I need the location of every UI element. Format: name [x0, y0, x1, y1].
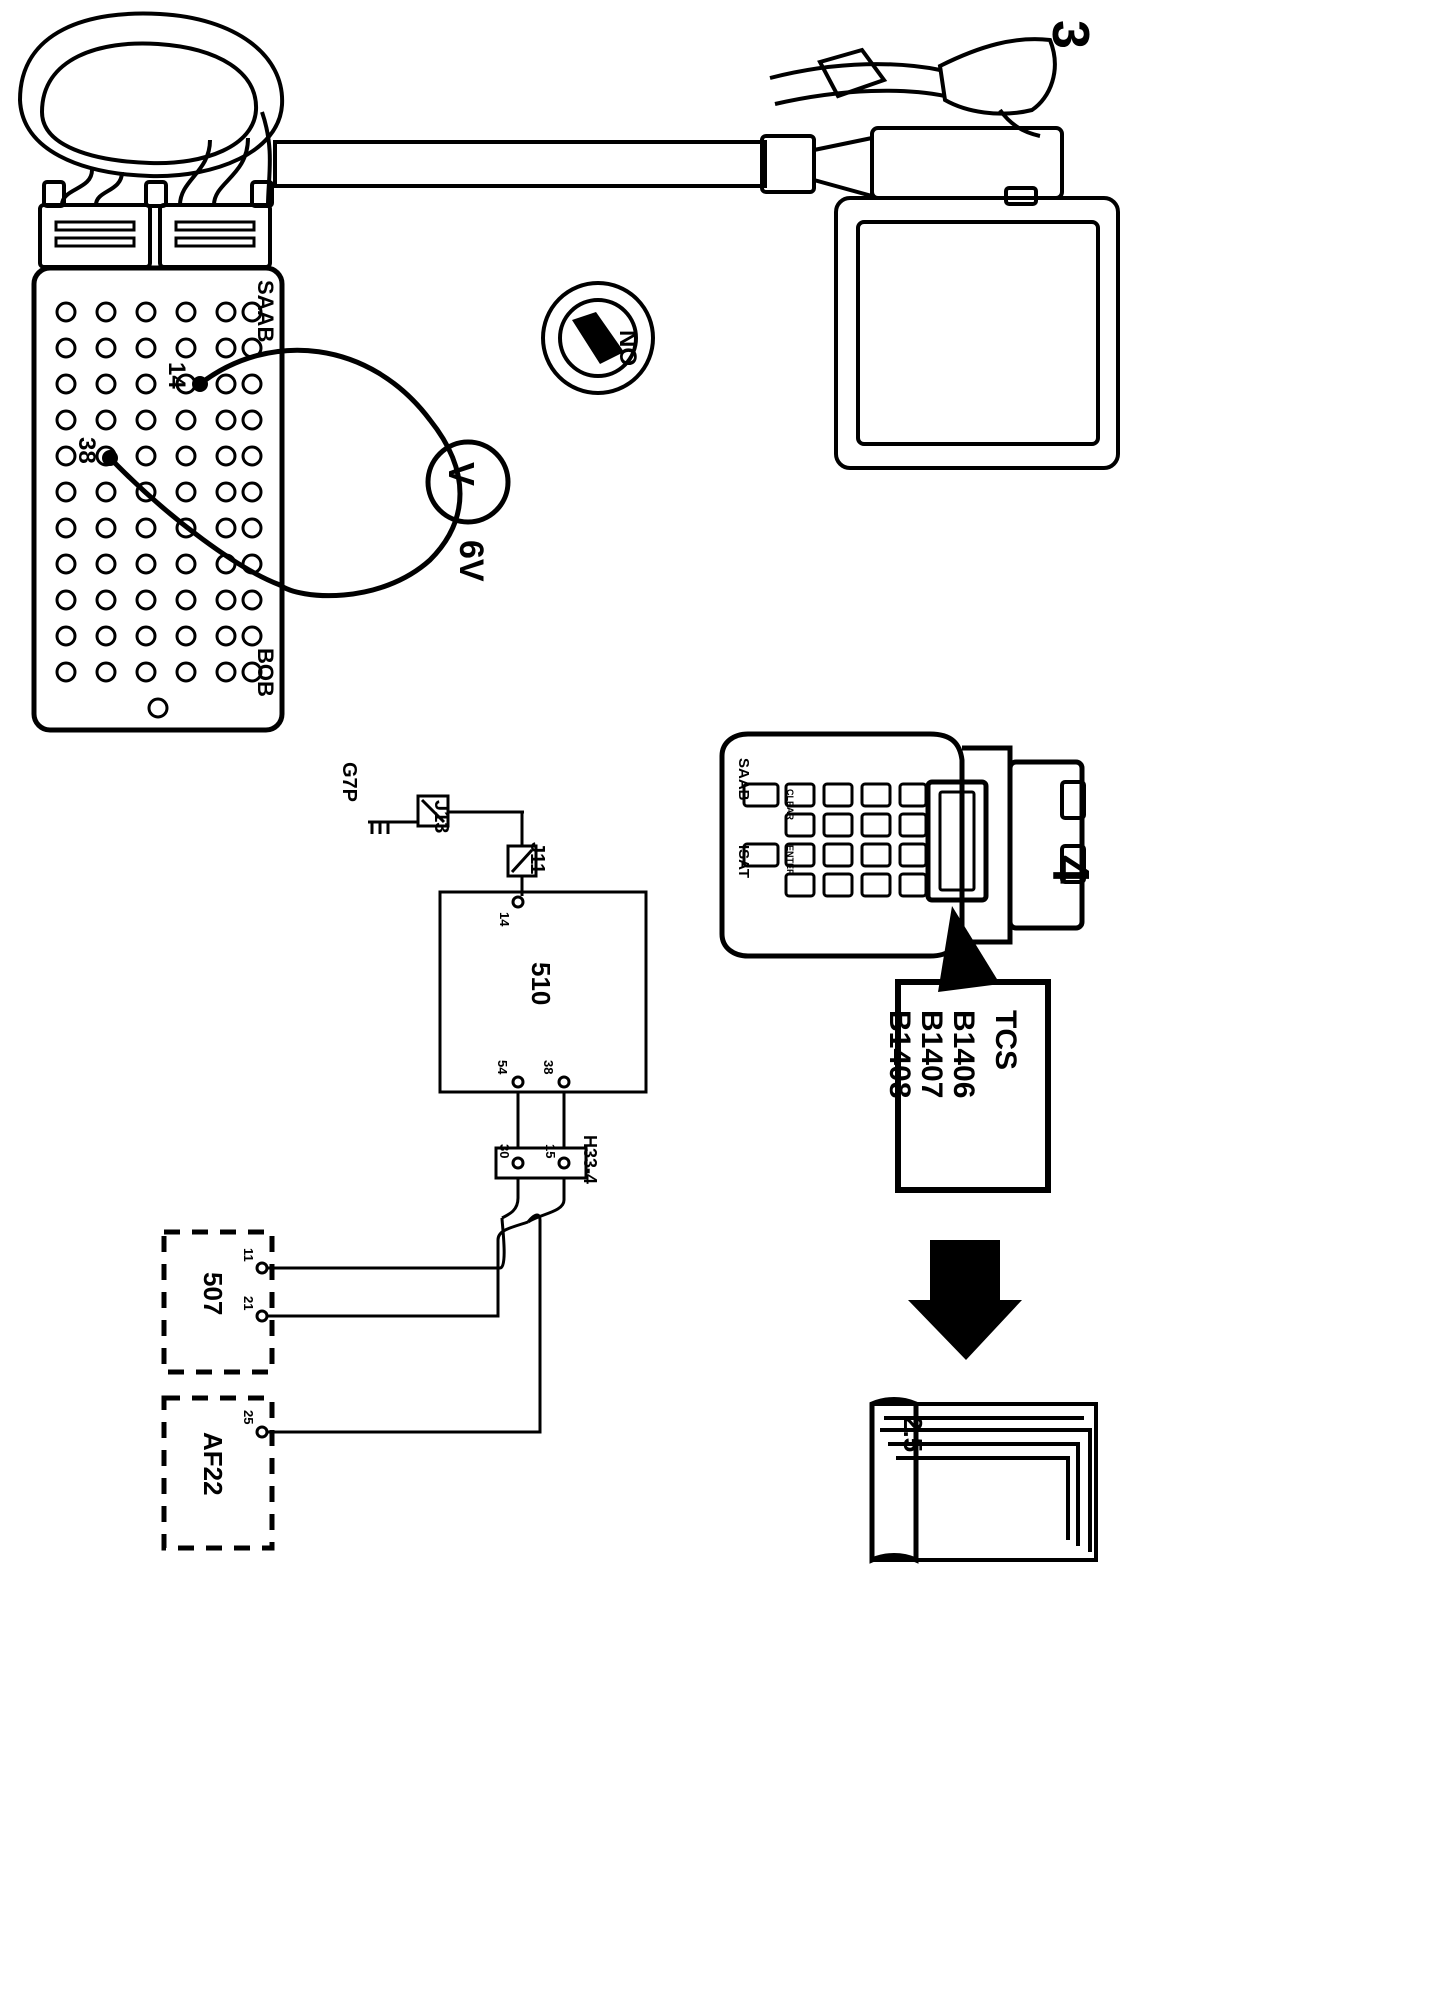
pin-510-14: 14 — [497, 912, 512, 927]
step-4-number: 4 — [1041, 855, 1099, 884]
pin-507-11: 11 — [241, 1248, 256, 1262]
connector-h33-4-label: H33-4 — [580, 1135, 600, 1185]
code-b1406: B1406 — [947, 1010, 980, 1099]
connector-j13-label: J13 — [430, 800, 452, 834]
pin-h33-4-30: 30 — [497, 1144, 512, 1159]
module-af22-label: AF22 — [198, 1432, 228, 1496]
bob-pin-38: 38 — [73, 437, 100, 464]
bob-label-saab: SAAB — [253, 280, 278, 343]
ground-label-g7p: G7P — [338, 762, 360, 803]
manual-section-label: 2.5 — [898, 1416, 928, 1453]
meter-reading: 6V — [452, 540, 490, 582]
pin-507-21: 21 — [241, 1296, 256, 1311]
code-b1408: B1408 — [883, 1010, 916, 1099]
isat-brand-label: SAAB — [735, 758, 752, 801]
isat-model-label: ISAT — [735, 845, 752, 879]
meter-symbol: V — [441, 462, 482, 487]
pin-af22-25: 25 — [241, 1410, 256, 1425]
code-b1407: B1407 — [915, 1010, 948, 1099]
ignition-position-label: NO — [614, 330, 641, 366]
pin-510-38: 38 — [541, 1060, 556, 1075]
pin-h33-4-15: 15 — [543, 1144, 558, 1159]
code-box-heading: TCS — [989, 1010, 1022, 1070]
pin-510-54: 54 — [495, 1060, 510, 1075]
step-3-number: 3 — [1041, 20, 1099, 49]
module-510-label: 510 — [526, 962, 556, 1006]
connector-j11-label: J11 — [526, 842, 548, 875]
bob-label-bob: BOB — [253, 648, 278, 697]
bob-pin-14: 14 — [163, 362, 190, 389]
isat-clear-key-label: CLEAR — [785, 789, 795, 820]
isat-enter-key-label: ENTER — [785, 845, 795, 876]
module-507-label: 507 — [198, 1272, 228, 1316]
